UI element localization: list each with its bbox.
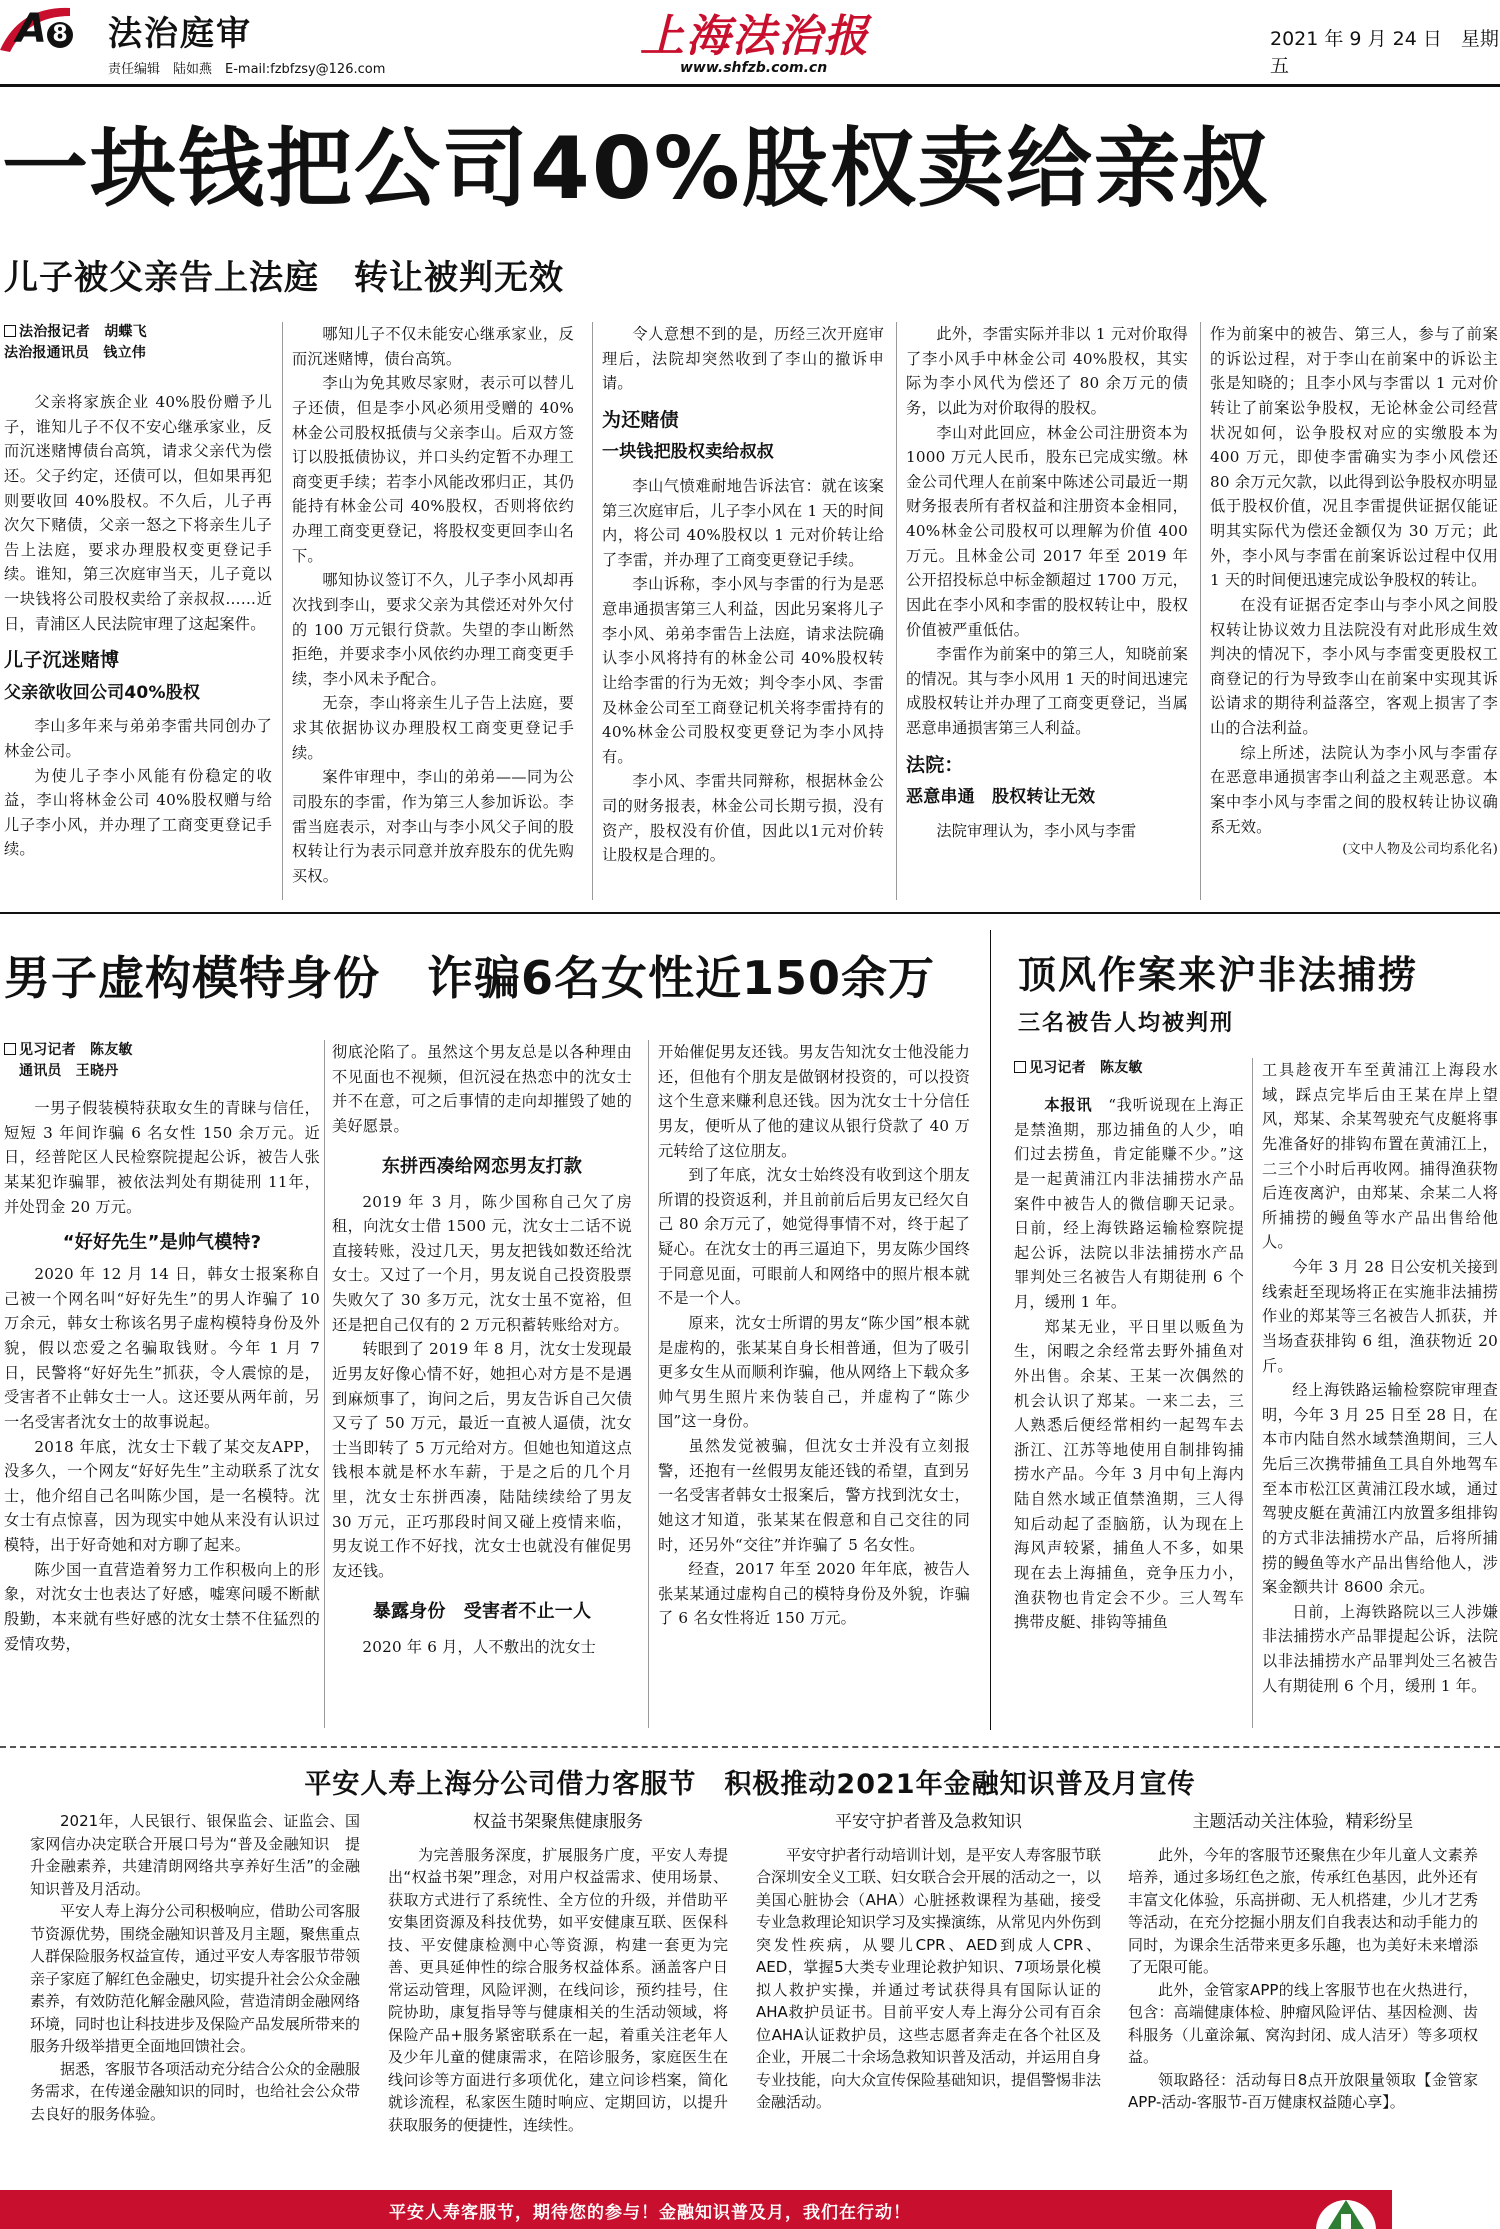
article2-headline: 男子虚构模特身份 诈骗6名女性近150余万 bbox=[4, 951, 936, 1005]
website: www.shfzb.com.cn bbox=[680, 60, 828, 76]
paragraph: 陈少国一直营造着努力工作积极向上的形象，对沈女士也表达了好感，嘘寒问暖不断献殷勤，本来就有些好感的沈女士禁不住猛烈的爱情攻势， bbox=[4, 1560, 320, 1653]
advert-headline: 平安人寿上海分公司借力客服节 积极推动2021年金融知识普及月宣传 bbox=[304, 1769, 1196, 1800]
page-letter: A bbox=[16, 6, 47, 52]
paragraph: 李山气愤难耐地告诉法官：就在该案第三次庭审后，儿子李小风在 1 天的时间内，将公司 40%股权以 1 元对价转让给了李雷，并办理了工商变更登记手续。 bbox=[602, 476, 884, 569]
column-divider bbox=[592, 322, 593, 900]
article2-column-2 bbox=[332, 1040, 632, 1730]
paragraph: 2018 年底，沈女士下载了某交友APP，没多久，一个网友“好好先生”主动联系了沈女士，他介绍自己名叫陈少国，是一名模特。沈女士有点惊喜，因为现实中她从来没有认识过模特，出于好奇她和对方聊了起来。 bbox=[4, 1437, 320, 1554]
paragraph: 彻底沦陷了。虽然这个男友总是以各种理由不见面也不视频，但沉浸在热恋中的沈女士并不在意，可之后事情的走向却摧毁了她的美好愿景。 bbox=[332, 1043, 632, 1135]
column-divider bbox=[282, 322, 283, 900]
column-divider bbox=[324, 1040, 325, 1728]
paragraph: 在没有证据否定李山与李小风之间股权转让协议效力且法院没有对此形成生效判决的情况下，李小风与李雷变更股权工商登记的行为导致李山在前案中实现其诉讼请求的期待利益落空，客观上损害了李山的合法利益。 bbox=[1210, 595, 1498, 737]
article1-column-1 bbox=[4, 322, 272, 902]
article1-note: (文中人物及公司均系化名) bbox=[1342, 842, 1498, 858]
column-divider bbox=[896, 322, 897, 900]
paragraph: 令人意想不到的是，历经三次开庭审理后，法院却突然收到了李山的撤诉申请。 bbox=[602, 325, 884, 393]
paragraph: 虽然发觉被骗，但沈女士并没有立刻报警，还抱有一丝假男友能还钱的希望，直到另一名受害者韩女士报案后，警方找到沈女士，她这才知道，张某某在假意和自己交往的同时，还另外“交往”并诈骗了 5 名女性。 bbox=[658, 1437, 970, 1554]
header-rule bbox=[0, 84, 1500, 87]
advert-column-3 bbox=[756, 1810, 1101, 2180]
section-rule bbox=[0, 912, 1500, 914]
article1-column-2 bbox=[292, 322, 574, 902]
subhead: 为还赌债 bbox=[602, 408, 679, 431]
paragraph: 平安人寿上海分公司积极响应，借助公司客服节资源优势，围绕金融知识普及月主题，聚焦重点人群保险服务权益宣传，通过平安人寿客服节带领亲子家庭了解红色金融史，切实提升社会公众金融素养，有效防范化解金融风险，营造清朗金融网络环境，同时也让科技进步及保险产品发展所带来的服务升级举措更全面地回馈社会。 bbox=[30, 1902, 360, 2055]
paragraph: 李山对此回应，林金公司注册资本为 1000 万元人民币，股东已完成实缴。林金公司代理人在前案中陈述公司最近一期财务报表所有者权益和注册资本金相同，40%林金公司股权可以理解为价值 400 万元。且林金公司 2017 年至 2019 年公开招投标总中标金额超过 1700 万元，因此在李小风和李雷的股权转让中，股权价值被严重低估。 bbox=[906, 423, 1188, 639]
paragraph: 今年 3 月 28 日公安机关接到线索赶至现场将正在实施非法捕捞作业的郑某等三名被告人抓获，并当场查获排钩 6 组，渔获物近 20 斤。 bbox=[1262, 1258, 1498, 1375]
paragraph: 平安守护者行动培训计划，是平安人寿客服节联合深圳安全义工联、妇女联合会开展的活动之一，以美国心脏协会（AHA）心脏拯救课程为基础，接受专业急救理论知识学习及实操演练，从常见内外伤到突发性疾病，从婴儿CPR、AED到成人CPR、AED，掌握5大类专业理论救护知识、7项场景化模拟人救护实操，并通过考试获得具有国际认证的AHA救护员证书。目前平安人寿上海分公司有百余位AHA认证救护员，这些志愿者奔走在各个社区及企业，开展二十余场急救知识普及活动，并运用自身专业技能，向大众宣传保险基础知识，提倡警惕非法金融活动。 bbox=[756, 1845, 1101, 2111]
advert-column-1 bbox=[30, 1810, 360, 2180]
paragraph: 李山为免其败尽家财，表示可以替儿子还债，但是李小风必须用受赠的 40%林金公司股权抵债与父亲李山。后双方签订以股抵债协议，并口头约定暂不办理工商变更手续；若李小风能改邪归正，其仍能持有林金公司 40%股权，否则将依约办理工商变更登记，将股权变更回李山名下。 bbox=[292, 374, 574, 565]
article3-subheadline: 三名被告人均被判刑 bbox=[1018, 1011, 1235, 1036]
advert-column-2 bbox=[388, 1810, 728, 2180]
paragraph: 经查，2017 年至 2020 年年底，被告人张某某通过虚构自己的模特身份及外貌，诈骗了 6 名女性将近 150 万元。 bbox=[658, 1560, 970, 1628]
article1-column-4 bbox=[906, 322, 1188, 902]
issue-date: 2021 年 9 月 24 日 星期五 bbox=[1270, 28, 1499, 77]
article1-byline: 法治报记者 胡蝶飞 法治报通讯员 钱立伟 bbox=[4, 324, 147, 361]
article1-column-3 bbox=[602, 322, 884, 902]
paragraph: 到了年底，沈女士始终没有收到这个朋友所谓的投资返利，并且前前后后男友已经欠自己 80 余万元了，她觉得事情不对，终于起了疑心。在沈女士的再三逼迫下，男友陈少国终于同意见面，可眼前人和网络中的照片根本就不是一个人。 bbox=[658, 1166, 970, 1308]
paragraph: 2020 年 12 月 14 日，韩女士报案称自己被一个网名叫“好好先生”的男人诈骗了 10 万余元，韩女士称该名男子虚构模特身份及外貌，假以恋爱之名骗取钱财。今年 1 月 7 日，民警将“好好先生”抓获，令人震惊的是，受害者不止韩女士一人。这还要从两年前，另一名受害者沈女士的故事说起。 bbox=[4, 1265, 320, 1431]
paragraph: 据悉，客服节各项活动充分结合公众的金融服务需求，在传递金融知识的同时，也给社会公众带去良好的服务体验。 bbox=[30, 2059, 360, 2123]
masthead: 上海法治报 bbox=[640, 11, 870, 62]
article2-column-3 bbox=[658, 1040, 970, 1730]
column-divider bbox=[648, 1040, 649, 1728]
byline-box-icon bbox=[4, 1043, 16, 1055]
paragraph: 2021年，人民银行、银保监会、证监会、国家网信办决定联合开展口号为“普及金融知识 提升金融素养，共建清朗网络共享养好生活”的金融知识普及月活动。 bbox=[30, 1812, 360, 1898]
lead-label: 本报讯 bbox=[1044, 1096, 1093, 1114]
paragraph: 为使儿子李小风能有份稳定的收益，李山将林金公司 40%股权赠与给儿子李小风，并办理了工商变更登记手续。 bbox=[4, 766, 272, 859]
subhead: 暴露身份 受害者不止一人 bbox=[372, 1600, 592, 1622]
article3-headline: 顶风作案来沪非法捕捞 bbox=[1018, 953, 1419, 997]
pingan-logo bbox=[1316, 2192, 1376, 2229]
paragraph: 郑某无业，平日里以贩鱼为生，闲暇之余经常去野外捕鱼对外出售。余某、王某一次偶然的机会认识了郑某。一来二去，三人熟悉后便经常相约一起驾车去浙江、江苏等地使用自制排钩捕捞水产品。今年 3 月中旬上海内陆自然水域正值禁渔期，三人得知后动起了歪脑筋，认为现在上海风声较紧，捕鱼人不多，如果现在去上海捕鱼，竞争压力小，渔获物也肯定会不少。三人驾车携带皮艇、排钩等捕鱼 bbox=[1014, 1317, 1244, 1632]
paragraph: 李山诉称，李小风与李雷的行为是恶意串通损害第三人利益，因此另案将儿子李小风、弟弟李雷告上法庭，请求法院确认李小风将持有的林金公司 40%股权转让给李雷的行为无效；判令李小风、李雷及林金公司至工商登记机关将李雷持有的 40%林金公司股权变更登记为李小风持有。 bbox=[602, 575, 884, 766]
advert-subtitle: 平安守护者普及急救知识 bbox=[835, 1812, 1022, 1832]
footer-right-fill bbox=[1392, 2190, 1500, 2229]
paragraph: 工具趁夜开车至黄浦江上海段水域，踩点完毕后由王某在岸上望风，郑某、余某驾驶充气皮艇将事先准备好的排钩布置在黄浦江上，二三个小时后再收网。捕得渔获物后连夜离沪，由郑某、余某二人将所捕捞的鳗鱼等水产品出售给他人。 bbox=[1262, 1061, 1498, 1252]
section-title: 法治庭审 bbox=[108, 14, 252, 54]
advert-footer-text: 平安人寿客服节，期待您的参与！金融知识普及月，我们在行动！ bbox=[389, 2203, 911, 2223]
subhead: 儿子沉迷赌博 bbox=[4, 649, 120, 672]
article1-column-5 bbox=[1210, 322, 1498, 902]
paragraph: 经上海铁路运输检察院审理查明，今年 3 月 25 日至 28 日，在本市内陆自然水域禁渔期间，三人先后三次携带捕鱼工具自外地驾车至本市松江区黄浦江段水域，通过驾驶皮艇在黄浦江内放置多组排钩的方式非法捕捞水产品，后将所捕捞的鳗鱼等水产品出售给他人，涉案金额共计 8600 余元。 bbox=[1262, 1381, 1498, 1597]
subhead: 父亲欲收回公司40%股权 bbox=[4, 682, 201, 703]
paragraph: 综上所述，法院认为李小风与李雷存在恶意串通损害李山利益之主观恶意。本案中李小风与李雷之间的股权转让协议确系无效。 bbox=[1210, 743, 1498, 836]
paragraph: 李山多年来与弟弟李雷共同创办了林金公司。 bbox=[4, 717, 272, 760]
byline-box-icon bbox=[4, 325, 16, 337]
paragraph: 转眼到了 2019 年 8 月，沈女士发现最近男友好像心情不好，她担心对方是不是遇到麻烦事了，询问之后，男友告诉自己欠债又亏了 50 万元，最近一直被人逼债，沈女士当即转了 5 万元给对方。但她也知道这点钱根本就是杯水车薪，于是之后的几个月里，沈女士东拼西凑，陆陆续续给了男友 30 万元，正巧那段时间又碰上疫情来临，男友说工作不好找，沈女士也就没有催促男友还钱。 bbox=[332, 1340, 632, 1580]
paragraph: 2019 年 3 月，陈少国称自己欠了房租，向沈女士借 1500 元，沈女士二话不说直接转账，没过几天，男友把钱如数还给沈女士。又过了一个月，男友说自己投资股票失败欠了 30 多万元，沈女士虽不宽裕，但还是把自己仅有的 2 万元积蓄转账给对方。 bbox=[332, 1192, 632, 1334]
paragraph: 此外，金管家APP的线上客服节也在火热进行，包含：高端健康体检、肿瘤风险评估、基因检测、齿科服务（儿童涂氟、窝沟封闭、成人洁牙）等多项权益。 bbox=[1128, 1980, 1478, 2066]
paragraph: 李小风、李雷共同辩称，根据林金公司的财务报表，林金公司长期亏损，没有资产，股权没有价值，因此以1元对价转让股权是合理的。 bbox=[602, 772, 884, 865]
article2-byline: 见习记者 陈友敏 通讯员 王晓丹 bbox=[4, 1040, 320, 1082]
column-divider bbox=[1252, 1058, 1253, 1728]
paragraph: 本报讯 “我听说现在上海正是禁渔期，那边捕鱼的人少，咱们过去捞鱼，肯定能赚不少。”这是一起黄浦江内非法捕捞水产品案件中被告人的微信聊天记录。日前，经上海铁路运输检察院提起公诉，法院以非法捕捞水产品罪判处三名被告人有期徒刑 6 个月，缓刑 1 年。 bbox=[1014, 1096, 1244, 1311]
advert-column-4 bbox=[1128, 1810, 1478, 2180]
advert-subtitle: 权益书架聚焦健康服务 bbox=[473, 1812, 643, 1832]
paragraph: 哪知儿子不仅未能安心继承家业，反而沉迷赌博，债台高筑。 bbox=[292, 325, 574, 368]
article1-headline: 一块钱把公司40%股权卖给亲叔 bbox=[2, 119, 1270, 219]
article2-column-1 bbox=[4, 1040, 320, 1730]
page-number: 8 bbox=[47, 22, 73, 48]
pingan-logo-icon bbox=[1316, 2192, 1376, 2229]
paragraph: 法院审理认为，李小风与李雷 bbox=[936, 821, 1137, 840]
editor-line: 责任编辑 陆如燕 E-mail:fzbfzsy@126.com bbox=[108, 62, 386, 77]
subhead: “好好先生”是帅气模特? bbox=[62, 1232, 262, 1254]
paragraph: 日前，上海铁路院以三人涉嫌非法捕捞水产品罪提起公诉，法院以非法捕捞水产品罪判处三名被告人有期徒刑 6 个月，缓刑 1 年。 bbox=[1262, 1602, 1498, 1695]
paragraph: 一男子假装模特获取女生的青睐与信任，短短 3 年间诈骗 6 名女性 150 余万元。近日，经普陀区人民检察院提起公诉，被告人张某某犯诈骗罪，被依法判处有期徒刑 11年，并处罚金 20 万元。 bbox=[4, 1099, 320, 1216]
subhead: 一块钱把股权卖给叔叔 bbox=[602, 442, 774, 463]
paragraph: 此外，今年的客服节还聚焦在少年儿童人文素养培养，通过多场红色之旅，传承红色基因，此外还有丰富文化体验，乐高拼砌、无人机搭建，少儿才艺秀等活动，在充分挖掘小朋友们自我表达和动手能力的同时，为课余生活带来更多乐趣，也为美好未来增添了无限可能。 bbox=[1128, 1845, 1478, 1976]
article1-subheadline: 儿子被父亲告上法庭 转让被判无效 bbox=[4, 258, 564, 298]
paragraph: 父亲将家族企业 40%股份赠予儿子，谁知儿子不仅不安心继承家业，反而沉迷赌博债台高筑，请求父亲代为偿还。父子约定，还债可以，但如果再犯则要收回 40%股权。不久后，儿子再次欠下赌债，父亲一怒之下将亲生儿子告上法庭，要求办理股权变更登记手续。谁知，第三次庭审当天，儿子竟以一块钱将公司股权卖给了亲叔叔……近日，青浦区人民法院审理了这起案件。 bbox=[4, 393, 272, 633]
paragraph: 此外，李雷实际并非以 1 元对价取得了李小风手中林金公司 40%股权，其实际为李小风代为偿还了 80 余万元的债务，以此为对价取得的股权。 bbox=[906, 325, 1188, 417]
paragraph: 2020 年 6 月，人不敷出的沈女士 bbox=[362, 1637, 597, 1656]
byline-box-icon bbox=[1014, 1061, 1026, 1073]
paragraph: 领取路径：活动每日8点开放限量领取【金管家APP-活动-客服节-百万健康权益随心享】。 bbox=[1128, 2070, 1478, 2111]
paragraph: 案件审理中，李山的弟弟——同为公司股东的李雷，作为第三人参加诉讼。李雷当庭表示，对李山与李小风父子间的股权转让行为表示同意并放弃股东的优先购买权。 bbox=[292, 768, 574, 885]
paragraph: 哪知协议签订不久，儿子李小风却再次找到李山，要求父亲为其偿还对外欠付的 100 万元银行贷款。失望的李山断然拒绝，并要求李小风依约办理工商变更手续，李小风未予配合。 bbox=[292, 571, 574, 688]
paragraph: 为完善服务深度，扩展服务广度，平安人寿提出“权益书架”理念，对用户权益需求、使用场景、获取方式进行了系统性、全方位的升级，并借助平安集团资源及科技优势，如平安健康互联、医保科技、平安健康检测中心等资源，构建一套更为完善、更具延伸性的综合服务权益体系。涵盖客户日常运动管理，风险评测，在线问诊，预约挂号，住院协助，康复指导等与健康相关的生活动领域，将保险产品+服务紧密联系在一起，着重关注老年人及少年儿童的健康需求，在陪诊服务，家庭医生在线问诊等方面进行多项优化，建立问诊档案，简化就诊流程，私家医生随时响应、定期回访，以提升获取服务的便捷性，连续性。 bbox=[388, 1845, 728, 2134]
article3-byline: 见习记者 陈友敏 bbox=[1014, 1058, 1244, 1079]
subhead: 法院： bbox=[906, 753, 964, 776]
subhead: 东拼西凑给网恋男友打款 bbox=[381, 1155, 583, 1177]
paragraph: 开始催促男友还钱。男友告知沈女士他没能力还，但他有个朋友是做钢材投资的，可以投资这个生意来赚利息还钱。因为沈女士十分信任男友，便听从了他的建议从银行贷款了 40 万元转给了这位朋友。 bbox=[658, 1043, 970, 1160]
article3-column-1 bbox=[1014, 1058, 1244, 1730]
advert-subtitle: 主题活动关注体验，精彩纷呈 bbox=[1192, 1812, 1414, 1832]
subhead: 恶意串通 股权转让无效 bbox=[906, 787, 1096, 808]
page-badge bbox=[0, 0, 70, 60]
paragraph: 无奈，李山将亲生儿子告上法庭，要求其依据协议办理股权工商变更登记手续。 bbox=[292, 694, 574, 762]
column-divider bbox=[990, 930, 991, 1730]
paragraph: 李雷作为前案中的第三人，知晓前案的情况。其与李小风用 1 天的时间迅速完成股权转让并办理了工商变更登记，当属恶意串通损害第三人利益。 bbox=[906, 645, 1188, 737]
paragraph: 原来，沈女士所谓的男友“陈少国”根本就是虚构的，张某某自身长相普通，但为了吸引更多女生从而顺利诈骗，他从网络上下载众多帅气男生照片来伪装自己，并虚构了“陈少国”这一身份。 bbox=[658, 1313, 970, 1431]
paragraph: 作为前案中的被告、第三人，参与了前案的诉讼过程，对于李山在前案中的诉讼主张是知晓的；且李小风与李雷以 1 元对价转让了前案讼争股权，无论林金公司经营状况如何，讼争股权对应的实缴股本为 400 万元，即使李雷确实为李小风偿还 80 余万元欠款，以此得到讼争股权亦明显低于股权价值，况且李雷提供证据仅能证明其实际代为偿还金额仅为 30 万元；此外，李小风与李雷在前案诉讼过程中仅用 1 天的时间便迅速完成讼争股权的转让。 bbox=[1210, 325, 1498, 590]
article3-column-2 bbox=[1262, 1058, 1498, 1730]
column-divider bbox=[1200, 322, 1201, 900]
